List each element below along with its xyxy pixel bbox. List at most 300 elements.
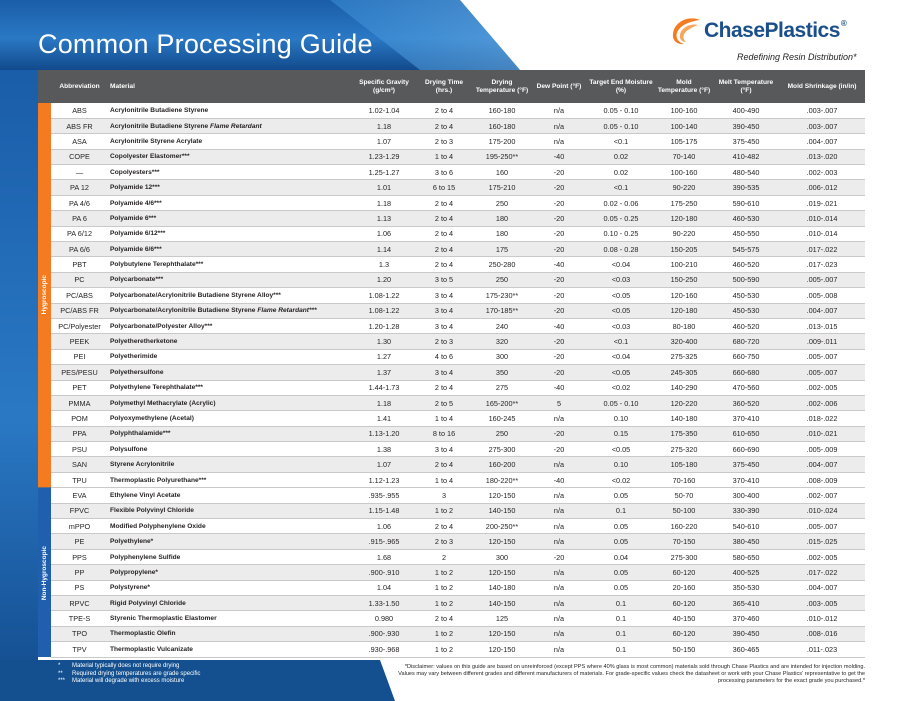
cell-drying-temperature: 175-200 [473, 134, 531, 149]
material-name: Acrylonitrile Butadiene Styrene [110, 106, 209, 114]
cell-specific-gravity: 1.18 [353, 395, 415, 410]
cell-mold-shrinkage: .004-.007 [779, 134, 865, 149]
cell-drying-temperature: 160-180 [473, 103, 531, 118]
cell-dew-point: -20 [531, 180, 587, 195]
material-name: Polyethylene Terephthalate*** [110, 384, 203, 392]
cell-melt-temperature: 370-460 [713, 611, 779, 626]
cell-abbreviation: POM [51, 411, 108, 426]
cell-specific-gravity: 1.12-1.23 [353, 472, 415, 487]
cell-mold-temperature: 175-250 [655, 195, 713, 210]
table-row [38, 519, 865, 534]
footnote-mark: *** [58, 678, 66, 684]
cell-target-moisture: 0.02 - 0.06 [587, 195, 655, 210]
cell-drying-time: 3 to 4 [415, 365, 473, 380]
cell-mold-temperature: 50-100 [655, 503, 713, 518]
cell-melt-temperature: 540-610 [713, 519, 779, 534]
cell-mold-shrinkage: .005-.007 [779, 365, 865, 380]
cell-mold-temperature: 50-70 [655, 488, 713, 503]
cell-mold-shrinkage: .018-.022 [779, 411, 865, 426]
cell-mold-shrinkage: .010-.014 [779, 226, 865, 241]
table-row [38, 395, 865, 410]
cell-target-moisture: 0.05 [587, 534, 655, 549]
cell-drying-temperature: 320 [473, 334, 531, 349]
cell-specific-gravity: 1.14 [353, 242, 415, 257]
header-dew-point: Dew Point (°F) [536, 82, 582, 90]
material-name: Thermoplastic Polyurethane*** [110, 476, 207, 484]
cell-drying-temperature: 140-150 [473, 596, 531, 611]
cell-abbreviation: TPO [51, 626, 108, 641]
category-label: Non-Hygroscopic [41, 545, 48, 600]
table-row [38, 257, 865, 272]
cell-mold-temperature: 60-120 [655, 626, 713, 641]
footnote [58, 663, 200, 671]
cell-melt-temperature: 545-575 [713, 242, 779, 257]
cell-drying-time: 2 [415, 549, 473, 564]
page-title: Common Processing Guide [38, 29, 373, 59]
table-row [38, 549, 865, 564]
cell-material [108, 519, 353, 534]
cell-specific-gravity: 1.13-1.20 [353, 426, 415, 441]
cell-dew-point: -20 [531, 349, 587, 364]
table-row [38, 334, 865, 349]
cell-abbreviation: PA 12 [51, 180, 108, 195]
cell-material [108, 395, 353, 410]
table-row [38, 165, 865, 180]
header-abbreviation: Abbreviation [59, 82, 100, 90]
cell-target-moisture: 0.05 - 0.10 [587, 118, 655, 133]
cell-dew-point: -20 [531, 365, 587, 380]
logo-brand-a: Chase [704, 19, 765, 42]
cell-drying-temperature: 250 [473, 426, 531, 441]
material-name: Polyamide 6/6*** [110, 245, 162, 253]
material-name: Polyamide 12*** [110, 184, 160, 192]
table-row [38, 411, 865, 426]
material-name: Polycarbonate*** [110, 276, 164, 284]
cell-abbreviation: PEI [51, 349, 108, 364]
cell-dew-point: -20 [531, 288, 587, 303]
cell-material [108, 349, 353, 364]
cell-specific-gravity: 1.06 [353, 519, 415, 534]
cell-drying-time: 3 to 5 [415, 272, 473, 287]
table-row [38, 134, 865, 149]
cell-specific-gravity: 1.38 [353, 442, 415, 457]
material-name: Styrenic Thermoplastic Elastomer [110, 615, 217, 623]
swoosh-icon [670, 16, 704, 46]
cell-mold-shrinkage: .002-.007 [779, 488, 865, 503]
header-drying-temperature: Drying Temperature (°F) [475, 79, 529, 94]
cell-mold-shrinkage: .010-.012 [779, 611, 865, 626]
cell-melt-temperature: 300-400 [713, 488, 779, 503]
cell-drying-temperature: 160-200 [473, 457, 531, 472]
cell-mold-temperature: 80-180 [655, 318, 713, 333]
cell-abbreviation: PES/PESU [51, 365, 108, 380]
table-row [38, 118, 865, 133]
cell-specific-gravity: 1.41 [353, 411, 415, 426]
cell-target-moisture: 0.10 - 0.25 [587, 226, 655, 241]
cell-material [108, 318, 353, 333]
cell-mold-shrinkage: .005-.007 [779, 519, 865, 534]
cell-mold-shrinkage: .010-.021 [779, 426, 865, 441]
cell-material [108, 180, 353, 195]
cell-drying-time: 2 to 4 [415, 257, 473, 272]
cell-abbreviation: PMMA [51, 395, 108, 410]
cell-drying-temperature: 195-250** [473, 149, 531, 164]
cell-drying-time: 3 to 4 [415, 303, 473, 318]
cell-dew-point: n/a [531, 626, 587, 641]
cell-drying-time: 1 to 4 [415, 411, 473, 426]
cell-abbreviation: PC/ABS FR [51, 303, 108, 318]
cell-mold-shrinkage: .003-.007 [779, 118, 865, 133]
cell-mold-shrinkage: .008-.016 [779, 626, 865, 641]
cell-mold-shrinkage: .013-.015 [779, 318, 865, 333]
cell-target-moisture: <0.05 [587, 303, 655, 318]
material-name: Polyphthalamide*** [110, 430, 171, 438]
cell-dew-point: -40 [531, 472, 587, 487]
cell-abbreviation: SAN [51, 457, 108, 472]
cell-material [108, 242, 353, 257]
cell-melt-temperature: 610-650 [713, 426, 779, 441]
cell-abbreviation: PC/Polyester [51, 318, 108, 333]
cell-mold-temperature: 90-220 [655, 226, 713, 241]
cell-target-moisture: 0.10 [587, 411, 655, 426]
cell-specific-gravity: 1.20-1.28 [353, 318, 415, 333]
table-row [38, 365, 865, 380]
cell-dew-point: -40 [531, 257, 587, 272]
cell-mold-temperature: 245-305 [655, 365, 713, 380]
cell-mold-temperature: 20-160 [655, 580, 713, 595]
material-name: Flexible Polyvinyl Chloride [110, 507, 194, 515]
cell-melt-temperature: 450-550 [713, 226, 779, 241]
cell-target-moisture: <0.05 [587, 288, 655, 303]
cell-abbreviation: PSU [51, 442, 108, 457]
cell-material [108, 118, 353, 133]
material-name: Polystyrene* [110, 584, 150, 592]
cell-melt-temperature: 375-450 [713, 134, 779, 149]
logo-reg: ® [840, 19, 847, 28]
table-row [38, 349, 865, 364]
header-category [38, 70, 51, 103]
brand-logo [670, 16, 846, 46]
cell-dew-point: -20 [531, 165, 587, 180]
cell-material [108, 411, 353, 426]
cell-specific-gravity: 1.02-1.04 [353, 103, 415, 118]
cell-mold-shrinkage: .003-.005 [779, 596, 865, 611]
cell-target-moisture: <0.05 [587, 442, 655, 457]
cell-target-moisture: 0.10 [587, 457, 655, 472]
cell-drying-temperature: 175-210 [473, 180, 531, 195]
cell-mold-temperature: 120-180 [655, 211, 713, 226]
cell-abbreviation: PPA [51, 426, 108, 441]
cell-drying-time: 1 to 4 [415, 472, 473, 487]
cell-mold-shrinkage: .017-.022 [779, 242, 865, 257]
cell-specific-gravity: .935-.955 [353, 488, 415, 503]
cell-mold-shrinkage: .009-.011 [779, 334, 865, 349]
cell-dew-point: n/a [531, 580, 587, 595]
material-name: Modified Polyphenylene Oxide [110, 522, 206, 530]
cell-abbreviation: PC/ABS [51, 288, 108, 303]
cell-dew-point: n/a [531, 611, 587, 626]
cell-abbreviation: PA 6/12 [51, 226, 108, 241]
cell-specific-gravity: 1.44-1.73 [353, 380, 415, 395]
material-name: Copolyester Elastomer*** [110, 153, 190, 161]
cell-target-moisture: 0.05 [587, 580, 655, 595]
footnote [58, 678, 200, 686]
cell-material [108, 457, 353, 472]
cell-material [108, 442, 353, 457]
cell-drying-temperature: 120-150 [473, 626, 531, 641]
cell-mold-shrinkage: .004-.007 [779, 457, 865, 472]
cell-specific-gravity: 1.08-1.22 [353, 303, 415, 318]
cell-specific-gravity: 1.25-1.27 [353, 165, 415, 180]
cell-drying-temperature: 175 [473, 242, 531, 257]
category-label: Hygroscopic [41, 275, 48, 315]
table-row [38, 442, 865, 457]
cell-specific-gravity: 1.37 [353, 365, 415, 380]
cell-melt-temperature: 400-490 [713, 103, 779, 118]
cell-drying-temperature: 300 [473, 349, 531, 364]
cell-abbreviation: PBT [51, 257, 108, 272]
cell-material [108, 580, 353, 595]
cell-dew-point: n/a [531, 596, 587, 611]
cell-material [108, 472, 353, 487]
cell-dew-point: n/a [531, 457, 587, 472]
cell-dew-point: -20 [531, 334, 587, 349]
table-header-row [38, 70, 865, 103]
cell-drying-temperature: 140-150 [473, 503, 531, 518]
cell-drying-time: 3 to 4 [415, 442, 473, 457]
material-name: Polyetheretherketone [110, 338, 178, 346]
cell-mold-shrinkage: .019-.021 [779, 195, 865, 210]
cell-drying-temperature: 275-300 [473, 442, 531, 457]
category-non-hygroscopic [38, 488, 51, 657]
cell-material [108, 426, 353, 441]
cell-melt-temperature: 500-590 [713, 272, 779, 287]
cell-drying-temperature: 240 [473, 318, 531, 333]
cell-mold-shrinkage: .017-.023 [779, 257, 865, 272]
cell-abbreviation: PE [51, 534, 108, 549]
cell-material [108, 611, 353, 626]
cell-specific-gravity: 1.27 [353, 349, 415, 364]
cell-target-moisture: <0.04 [587, 257, 655, 272]
cell-melt-temperature: 660-690 [713, 442, 779, 457]
cell-specific-gravity: .915-.965 [353, 534, 415, 549]
cell-drying-temperature: 160 [473, 165, 531, 180]
table-row [38, 226, 865, 241]
cell-dew-point: n/a [531, 411, 587, 426]
cell-drying-temperature: 120-150 [473, 565, 531, 580]
cell-abbreviation: ASA [51, 134, 108, 149]
cell-material [108, 165, 353, 180]
cell-specific-gravity: 1.23-1.29 [353, 149, 415, 164]
cell-material [108, 549, 353, 564]
cell-mold-shrinkage: .005-.008 [779, 288, 865, 303]
cell-mold-temperature: 100-160 [655, 165, 713, 180]
cell-material [108, 534, 353, 549]
cell-dew-point: -20 [531, 549, 587, 564]
cell-drying-temperature: 200-250** [473, 519, 531, 534]
cell-drying-time: 2 to 4 [415, 211, 473, 226]
cell-mold-shrinkage: .003-.007 [779, 103, 865, 118]
table-row [38, 642, 865, 657]
cell-abbreviation: TPE-S [51, 611, 108, 626]
cell-abbreviation: PS [51, 580, 108, 595]
cell-abbreviation: PP [51, 565, 108, 580]
cell-target-moisture: <0.03 [587, 272, 655, 287]
cell-abbreviation: PA 4/6 [51, 195, 108, 210]
material-name: Polybutylene Terephthalate*** [110, 261, 204, 269]
material-name: Polyamide 4/6*** [110, 199, 162, 207]
cell-drying-temperature: 350 [473, 365, 531, 380]
cell-material [108, 380, 353, 395]
cell-drying-time: 2 to 3 [415, 334, 473, 349]
table-row [38, 426, 865, 441]
cell-drying-temperature: 120-150 [473, 642, 531, 657]
cell-target-moisture: 0.08 - 0.28 [587, 242, 655, 257]
cell-mold-shrinkage: .002-.006 [779, 395, 865, 410]
material-name: Polyoxymethylene (Acetal) [110, 415, 194, 422]
material-name: Polymethyl Methacrylate (Acrylic) [110, 399, 216, 407]
cell-mold-temperature: 60-120 [655, 565, 713, 580]
cell-mold-temperature: 70-150 [655, 534, 713, 549]
cell-mold-temperature: 105-180 [655, 457, 713, 472]
cell-mold-temperature: 120-180 [655, 303, 713, 318]
cell-drying-time: 4 to 6 [415, 349, 473, 364]
table-row [38, 195, 865, 210]
cell-mold-temperature: 150-250 [655, 272, 713, 287]
material-name: Polyamide 6*** [110, 214, 157, 222]
table-row [38, 303, 865, 318]
material-name: Polycarbonate/Acrylonitrile Butadiene Styrene [110, 307, 256, 315]
cell-target-moisture: 0.02 [587, 165, 655, 180]
material-qualifier: Flame Retardant*** [257, 307, 317, 315]
cell-drying-time: 3 [415, 488, 473, 503]
cell-melt-temperature: 400-525 [713, 565, 779, 580]
table-row [38, 488, 865, 503]
cell-mold-shrinkage: .005-.009 [779, 442, 865, 457]
cell-specific-gravity: .900-.930 [353, 626, 415, 641]
material-name: Polyphenylene Sulfide [110, 553, 181, 561]
cell-dew-point: -20 [531, 426, 587, 441]
cell-dew-point: 5 [531, 395, 587, 410]
table-row [38, 503, 865, 518]
cell-drying-temperature: 250 [473, 195, 531, 210]
cell-abbreviation: PA 6/6 [51, 242, 108, 257]
cell-abbreviation: PPS [51, 549, 108, 564]
material-name: Acrylonitrile Butadiene Styrene [110, 122, 209, 130]
table-row [38, 318, 865, 333]
footnote-text: Material typically does not require drying [72, 663, 180, 669]
cell-abbreviation: EVA [51, 488, 108, 503]
footnotes [58, 663, 200, 686]
cell-dew-point: -20 [531, 226, 587, 241]
cell-dew-point: -40 [531, 380, 587, 395]
material-name: Rigid Polyvinyl Chloride [110, 599, 186, 607]
table-row [38, 380, 865, 395]
cell-mold-temperature: 175-350 [655, 426, 713, 441]
processing-table [38, 70, 865, 658]
cell-target-moisture: <0.02 [587, 380, 655, 395]
table-body [38, 103, 865, 657]
cell-abbreviation: PET [51, 380, 108, 395]
table-row [38, 288, 865, 303]
cell-drying-time: 1 to 2 [415, 626, 473, 641]
cell-mold-temperature: 275-325 [655, 349, 713, 364]
cell-drying-time: 2 to 4 [415, 226, 473, 241]
cell-material [108, 334, 353, 349]
cell-mold-temperature: 275-300 [655, 549, 713, 564]
cell-material [108, 365, 353, 380]
cell-melt-temperature: 375-450 [713, 457, 779, 472]
cell-target-moisture: <0.05 [587, 365, 655, 380]
cell-mold-temperature: 105-175 [655, 134, 713, 149]
cell-target-moisture: 0.1 [587, 611, 655, 626]
material-name: Ethylene Vinyl Acetate [110, 491, 181, 499]
cell-drying-temperature: 175-230** [473, 288, 531, 303]
cell-melt-temperature: 390-535 [713, 180, 779, 195]
cell-target-moisture: <0.1 [587, 134, 655, 149]
cell-melt-temperature: 470-560 [713, 380, 779, 395]
table-row [38, 272, 865, 287]
cell-specific-gravity: .930-.968 [353, 642, 415, 657]
cell-drying-time: 2 to 3 [415, 134, 473, 149]
cell-mold-temperature: 60-120 [655, 596, 713, 611]
cell-target-moisture: 0.04 [587, 549, 655, 564]
cell-drying-time: 1 to 2 [415, 642, 473, 657]
header-target-moisture: Target End Moisture (%) [589, 79, 653, 94]
cell-abbreviation: PA 6 [51, 211, 108, 226]
cell-abbreviation: PEEK [51, 334, 108, 349]
cell-drying-temperature: 170-185** [473, 303, 531, 318]
cell-mold-shrinkage: .011-.023 [779, 642, 865, 657]
cell-melt-temperature: 390-450 [713, 118, 779, 133]
material-name: Polypropylene* [110, 568, 159, 576]
cell-drying-time: 1 to 2 [415, 596, 473, 611]
header-drying-time: Drying Time (hrs.) [425, 79, 463, 94]
footnote-mark: ** [58, 670, 63, 677]
header-mold-temperature: Mold Temperature (°F) [657, 79, 711, 94]
cell-target-moisture: 0.05 - 0.10 [587, 103, 655, 118]
cell-melt-temperature: 450-530 [713, 303, 779, 318]
cell-target-moisture: <0.02 [587, 472, 655, 487]
cell-mold-shrinkage: .015-.025 [779, 534, 865, 549]
cell-drying-temperature: 180 [473, 226, 531, 241]
cell-material [108, 565, 353, 580]
header-mold-shrinkage: Mold Shrinkage (in/in) [787, 82, 857, 90]
cell-abbreviation: ABS FR [51, 118, 108, 133]
cell-specific-gravity: 1.06 [353, 226, 415, 241]
material-name: Polyetherimide [110, 353, 158, 361]
table-row [38, 626, 865, 641]
cell-drying-temperature: 160-180 [473, 118, 531, 133]
cell-mold-temperature: 50-150 [655, 642, 713, 657]
table-row [38, 596, 865, 611]
cell-melt-temperature: 350-530 [713, 580, 779, 595]
header-specific-gravity: Specific Gravity (g/cm³) [359, 79, 409, 94]
cell-melt-temperature: 660-680 [713, 365, 779, 380]
cell-drying-time: 2 to 4 [415, 118, 473, 133]
cell-material [108, 488, 353, 503]
material-name: Polysulfone [110, 445, 148, 453]
cell-drying-temperature: 120-150 [473, 488, 531, 503]
material-qualifier: Flame Retardant [210, 122, 262, 130]
table-row [38, 580, 865, 595]
cell-drying-temperature: 275 [473, 380, 531, 395]
cell-mold-temperature: 160-220 [655, 519, 713, 534]
cell-material [108, 103, 353, 118]
table-row [38, 180, 865, 195]
footnote-text: Required drying temperatures are grade specific [72, 670, 201, 677]
cell-drying-time: 3 to 4 [415, 318, 473, 333]
